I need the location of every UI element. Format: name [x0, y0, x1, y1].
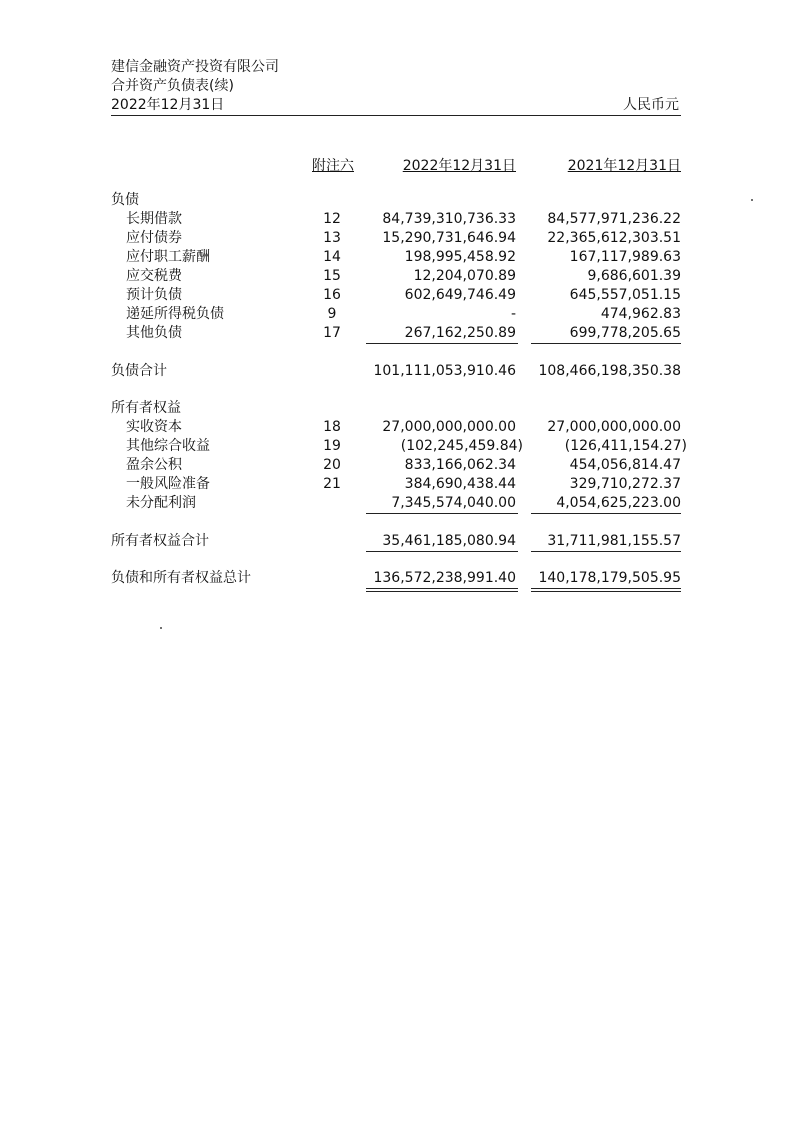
row-value-2022: 7,345,574,040.00: [391, 495, 516, 511]
row-note: 15: [323, 268, 341, 284]
row-value-2022: 84,739,310,736.33: [382, 211, 516, 227]
row-label: 其他负债: [126, 325, 182, 341]
grand-total-rule: [366, 588, 518, 589]
subtotal-rule: [531, 551, 681, 552]
row-label: 一般风险准备: [126, 476, 210, 492]
row-label: 应交税费: [126, 268, 182, 284]
row-note: 9: [327, 306, 337, 322]
subtotal-rule: [366, 343, 518, 344]
row-value-2021: 27,000,000,000.00: [547, 419, 681, 435]
subtotal-rule: [366, 513, 518, 514]
section-heading-equity: 所有者权益: [111, 400, 181, 416]
grand-total-rule: [531, 591, 681, 592]
total-label-liabilities: 负债合计: [111, 363, 167, 379]
row-value-2022: 602,649,746.49: [404, 287, 516, 303]
date-line: [111, 96, 681, 116]
row-label: 递延所得税负债: [126, 306, 224, 322]
row-label: 长期借款: [126, 211, 182, 227]
report-header: [111, 58, 681, 96]
row-label: 未分配利润: [126, 495, 196, 511]
section-heading-liabilities: 负债: [111, 192, 139, 208]
row-value-2021: 474,962.83: [600, 306, 681, 322]
row-value-2021: 4,054,625,223.00: [556, 495, 681, 511]
row-value-2022: -: [510, 306, 516, 322]
row-note: 12: [323, 211, 341, 227]
row-label: 实收资本: [126, 419, 182, 435]
scan-speck: [751, 199, 753, 201]
report-date: 2022年12月31日: [111, 97, 225, 113]
row-note: 14: [323, 249, 341, 265]
grand-total-rule: [531, 588, 681, 589]
subtotal-rule: [531, 513, 681, 514]
total-value-2021: 108,466,198,350.38: [538, 363, 681, 379]
subtotal-rule: [531, 343, 681, 344]
grand-total-value-2022: 136,572,238,991.40: [373, 570, 516, 586]
row-label: 其他综合收益: [126, 438, 210, 454]
row-value-2022: 384,690,438.44: [404, 476, 516, 492]
row-value-2022: 833,166,062.34: [404, 457, 516, 473]
company-name: 建信金融资产投资有限公司: [111, 59, 279, 75]
row-label: 应付债券: [126, 230, 182, 246]
grand-total-value-2021: 140,178,179,505.95: [538, 570, 681, 586]
scan-speck: [160, 627, 162, 629]
column-header-note: 附注六: [312, 158, 354, 174]
row-value-2021: 329,710,272.37: [569, 476, 681, 492]
row-value-2022: (102,245,459.84): [400, 438, 523, 454]
grand-total-label: 负债和所有者权益总计: [111, 570, 251, 586]
row-note: 19: [323, 438, 341, 454]
total-value-2022: 101,111,053,910.46: [373, 363, 516, 379]
row-label: 盈余公积: [126, 457, 182, 473]
row-value-2022: 267,162,250.89: [404, 325, 516, 341]
row-value-2021: 454,056,814.47: [569, 457, 681, 473]
row-value-2021: 22,365,612,303.51: [547, 230, 681, 246]
row-value-2021: 9,686,601.39: [587, 268, 681, 284]
subtotal-rule: [366, 551, 518, 552]
row-value-2021: (126,411,154.27): [564, 438, 687, 454]
total-value-2021: 31,711,981,155.57: [547, 533, 681, 549]
row-value-2022: 198,995,458.92: [404, 249, 516, 265]
total-value-2022: 35,461,185,080.94: [382, 533, 516, 549]
row-value-2021: 84,577,971,236.22: [547, 211, 681, 227]
column-header-2021: 2021年12月31日: [567, 158, 681, 174]
row-note: 21: [323, 476, 341, 492]
total-label-equity: 所有者权益合计: [111, 533, 209, 549]
row-label: 预计负债: [126, 287, 182, 303]
row-note: 17: [323, 325, 341, 341]
row-value-2021: 699,778,205.65: [569, 325, 681, 341]
row-value-2022: 12,204,070.89: [413, 268, 516, 284]
row-value-2021: 167,117,989.63: [569, 249, 681, 265]
row-note: 20: [323, 457, 341, 473]
row-label: 应付职工薪酬: [126, 249, 210, 265]
row-value-2022: 27,000,000,000.00: [382, 419, 516, 435]
report-title: 合并资产负债表(续): [111, 78, 234, 94]
row-note: 18: [323, 419, 341, 435]
column-header-2022: 2022年12月31日: [402, 158, 516, 174]
row-value-2022: 15,290,731,646.94: [382, 230, 516, 246]
row-note: 16: [323, 287, 341, 303]
row-value-2021: 645,557,051.15: [569, 287, 681, 303]
currency-unit: 人民币元: [623, 97, 679, 113]
grand-total-rule: [366, 591, 518, 592]
row-note: 13: [323, 230, 341, 246]
